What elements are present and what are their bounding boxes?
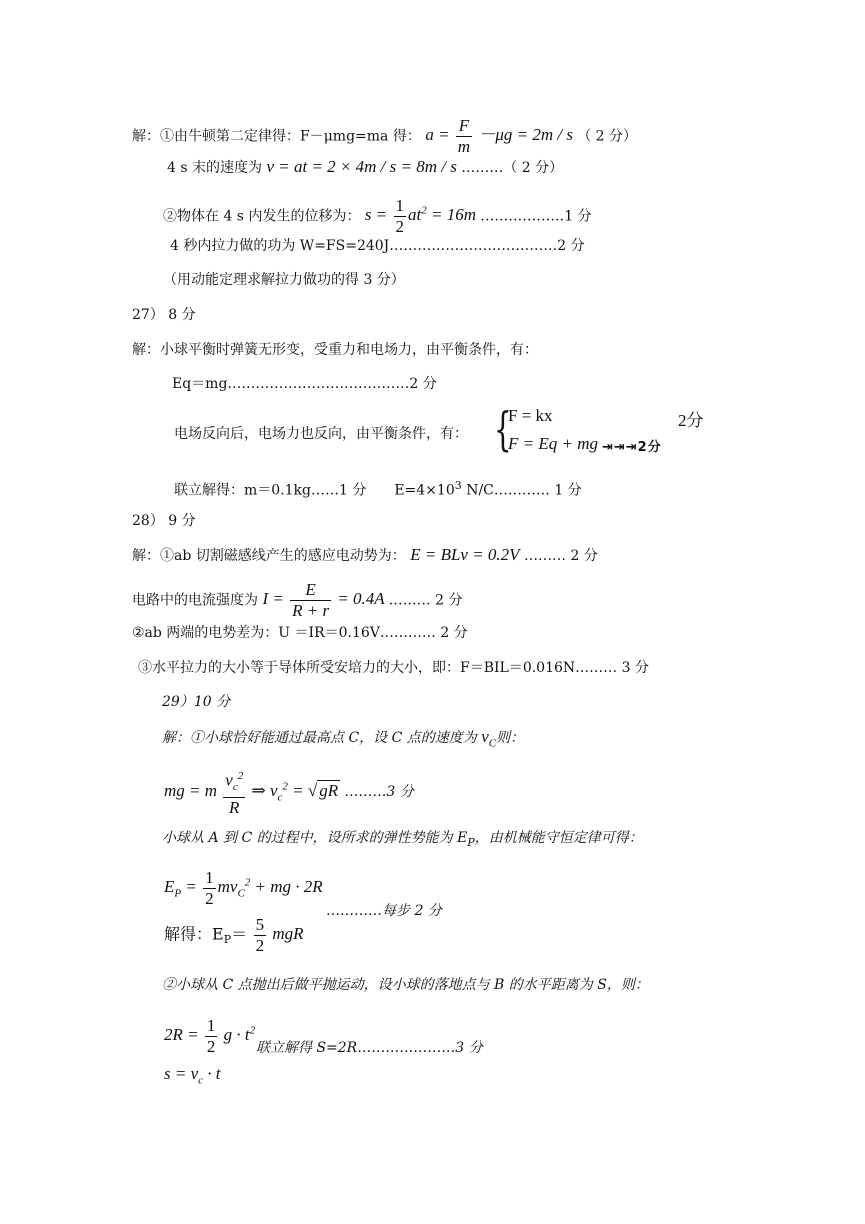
q26-eq-velocity: v = at = 2 × 4m / s = 8m / s [266,157,457,176]
q26-eq-displacement: s = $\frac{1}{2}$ $at^2 = 16m$ [364,196,476,236]
q29-eq-velocity: mg = m $\frac{v_c^2}{R}$ ⇒ $v_c^2$ = √ gR ………3 分 [164,766,414,818]
q27-combined: 联立解得：m＝0.1kg……1 分 $E=4\times 10^3$ N/C………… 1 分 [174,479,582,499]
q26-displacement-label: ②物体在 4 s 内发生的位移为： [163,208,361,225]
q28-line-4: ③水平拉力的大小等于导体所受安培力的大小，即：F＝BIL＝0.016N……… 3 分 [138,660,649,676]
q26-points-1: （ 2 分） [577,128,638,145]
q26-sol-text: 解：①由牛顿第二定律得：F－μmg=ma 得： [132,128,421,145]
q26-line-1 [132,116,637,157]
q29-points-2: …………每步 2 分 [326,903,442,919]
q26-line-5: （用动能定理求解拉力做功的得 3 分） [163,272,405,288]
q29-eq-distance: $s = v_c \cdot t$ [164,1064,221,1087]
q28-line-1 [132,545,598,566]
q29-result: 解得：$E_P=$ $\frac{5}{2}$ mgR [164,915,304,955]
q29-points-1: ………3 分 [344,783,414,800]
q27-sys-row-1: F = kx [508,406,553,425]
brace-symbol: { [494,402,512,456]
q28-current-label: 电路中的电流强度为 [132,592,258,609]
q29-eq-fall: 2R = $\frac{1}{2}$ $g \cdot t^2$ [164,1016,256,1056]
q28-emf-label: 解：①ab 切割磁感线产生的感应电动势为： [132,548,406,564]
q28-line-3: ②ab 两端的电势差为：U ＝IR＝0.16V………… 2 分 [132,625,468,641]
q27-reverse-text: 电场反向后，电场力也反向，由平衡条件，有： [174,426,468,442]
q29-line-2: 小球从 A 到 C 的过程中，设所求的弹性势能为 $E_P$，由机械能守恒定律可得： [162,830,643,849]
q28-eq-emf: E = BLv = 0.2V [410,545,520,564]
q28-line-2 [132,580,462,621]
q27-sys-row-2: F = Eq + mg [508,434,598,453]
q26-points-3: ………………1 分 [480,208,592,225]
q26-line-3 [163,196,592,237]
q29-line-4: ②小球从 C 点抛出后做平抛运动，设小球的落地点与 B 的水平距离为 S，则： [162,977,649,993]
q26-line-2 [167,157,563,178]
q26-line-4: 4 秒内拉力做的功为 W=FS=240J………………………………2 分 [170,238,585,254]
q26-eq-accel: a = $\frac{F}{m}$ －μg = 2m / s [425,116,573,156]
q29-line-1: 解：①小球恰好能通过最高点 C，设 C 点的速度为 $v_C$则： [162,727,525,750]
q27-header: 27） 8 分 [132,307,196,323]
q26-velocity-label: 4 s 末的速度为 [167,160,262,176]
q27-eq-1: Eq＝mg…………………………………2 分 [172,376,437,392]
q28-header: 28） 9 分 [132,513,196,529]
q29-header: 29）10 分 [162,694,231,710]
q26-points-2: ………（ 2 分） [461,160,564,176]
q28-points-2: ……… 2 分 [388,592,463,609]
q27-solution: 解：小球平衡时弹簧无形变，受重力和电场力，由平衡条件，有： [132,342,538,358]
q28-eq-current: I = $\frac{E}{R + r}$ = 0.4A [262,580,385,620]
q29-combined: 联立解得 S=2R…………………3 分 [256,1040,483,1056]
q28-points-1: ……… 2 分 [524,548,598,564]
q27-sys-row-2-marks: ⇥⇥⇥2分 [602,440,662,455]
q27-sys-row-1-points: 2分 [678,411,704,430]
q29-eq-energy: $E_P$ = $\frac{1}{2}$ $mv_C^2$ + mg · 2R [164,868,323,908]
